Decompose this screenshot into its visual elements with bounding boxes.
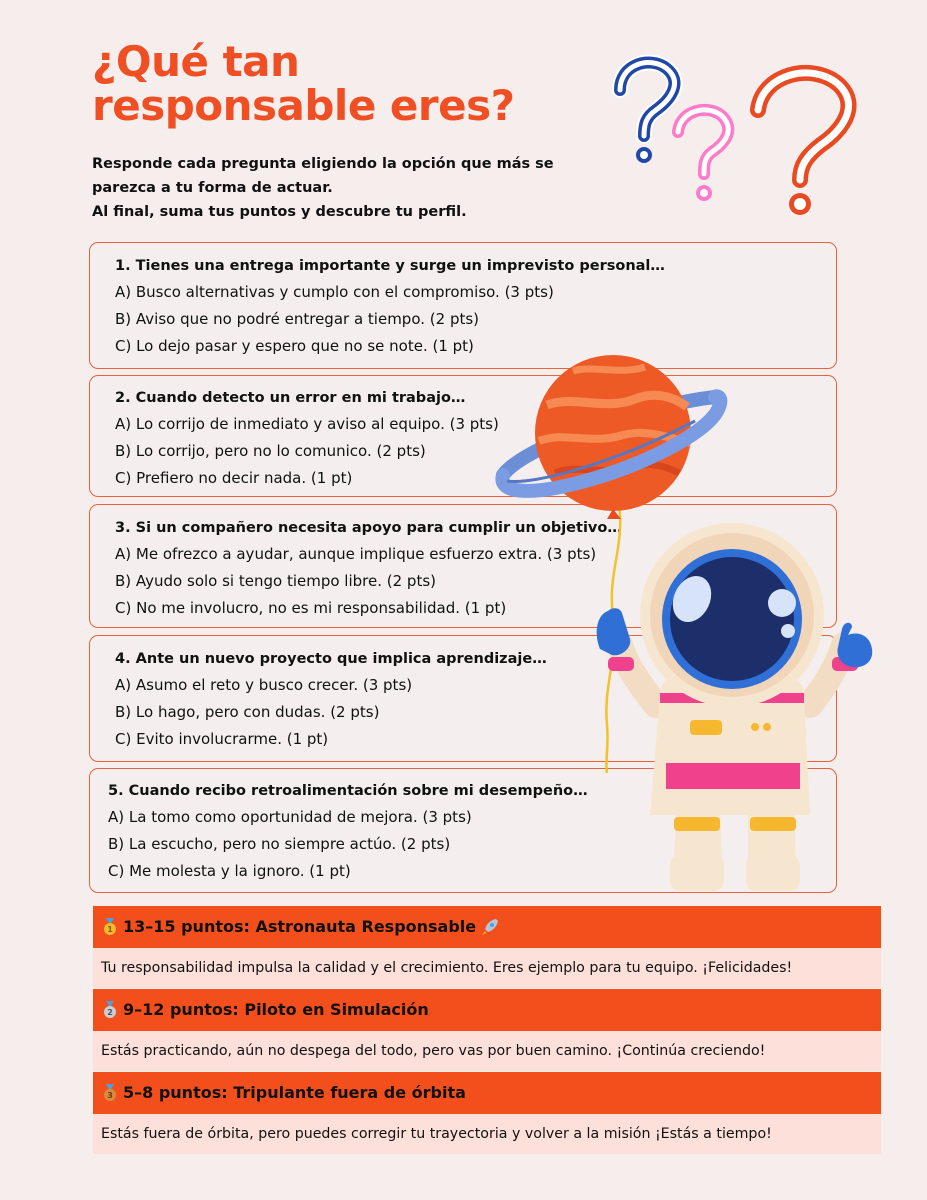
result-1-text: Tu responsabilidad impulsa la calidad y el crecimiento. Eres ejemplo para tu equipo. ¡Felicidades!	[93, 948, 881, 988]
question-4-option-a[interactable]: A) Asumo el reto y busco crecer. (3 pts)	[115, 676, 413, 694]
question-1-option-b[interactable]: B) Aviso que no podré entregar a tiempo. (2 pts)	[115, 310, 480, 328]
result-3-heading-row	[93, 1072, 881, 1114]
svg-text:2: 2	[107, 1008, 113, 1017]
page-title-line-1: ¿Qué tan	[92, 37, 300, 86]
question-3-option-a[interactable]: A) Me ofrezco a ayudar, aunque implique esfuerzo extra. (3 pts)	[115, 545, 597, 563]
question-5-option-c[interactable]: C) Me molesta y la ignoro. (1 pt)	[108, 862, 351, 880]
bronze-medal-icon	[101, 1084, 119, 1102]
result-band-2	[93, 989, 881, 1071]
silver-medal-icon	[101, 1001, 119, 1019]
result-1-heading-row	[93, 906, 881, 948]
intro-line-1: Responde cada pregunta eligiendo la opción que más se	[92, 156, 554, 172]
page-title-line-2: responsable eres?	[92, 81, 515, 130]
intro-text	[92, 152, 592, 224]
question-4-option-c[interactable]: C) Evito involucrarme. (1 pt)	[115, 730, 329, 748]
question-2-option-a[interactable]: A) Lo corrijo de inmediato y aviso al equipo. (3 pts)	[115, 415, 499, 433]
gold-medal-icon	[101, 918, 119, 936]
question-4-option-b[interactable]: B) Lo hago, pero con dudas. (2 pts)	[115, 703, 380, 721]
question-3-option-b[interactable]: B) Ayudo solo si tengo tiempo libre. (2 pts)	[115, 572, 436, 590]
question-3-title: 3. Si un compañero necesita apoyo para cumplir un objetivo…	[115, 520, 622, 536]
astronaut-illustration	[590, 515, 880, 895]
question-5-title: 5. Cuando recibo retroalimentación sobre mi desempeño…	[108, 783, 588, 799]
result-2-text: Estás practicando, aún no despega del todo, pero vas por buen camino. ¡Continúa creciendo!	[93, 1031, 881, 1071]
question-4-title: 4. Ante un nuevo proyecto que implica aprendizaje…	[115, 651, 547, 667]
question-1-option-a[interactable]: A) Busco alternativas y cumplo con el compromiso. (3 pts)	[115, 283, 554, 301]
question-2-title: 2. Cuando detecto un error en mi trabajo…	[115, 390, 466, 406]
result-band-3	[93, 1072, 881, 1154]
question-2-option-b[interactable]: B) Lo corrijo, pero no lo comunico. (2 pts)	[115, 442, 426, 460]
result-1-heading: 13–15 puntos: Astronauta Responsable	[123, 917, 477, 936]
result-2-heading-row	[93, 989, 881, 1031]
result-band-1	[93, 906, 881, 988]
result-3-text: Estás fuera de órbita, pero puedes corregir tu trayectoria y volver a la misión ¡Estás a tiempo!	[93, 1114, 881, 1154]
question-5-option-a[interactable]: A) La tomo como oportunidad de mejora. (3 pts)	[108, 808, 472, 826]
result-2-heading: 9–12 puntos: Piloto en Simulación	[123, 1000, 429, 1019]
question-5-option-b[interactable]: B) La escucho, pero no siempre actúo. (2 pts)	[108, 835, 451, 853]
result-3-heading: 5–8 puntos: Tripulante fuera de órbita	[123, 1083, 466, 1102]
rocket-icon	[480, 917, 500, 937]
svg-text:3: 3	[107, 1091, 113, 1100]
question-1-title: 1. Tienes una entrega importante y surge un imprevisto personal…	[115, 258, 665, 274]
question-2-option-c[interactable]: C) Prefiero no decir nada. (1 pt)	[115, 469, 353, 487]
svg-text:1: 1	[107, 925, 113, 934]
page-title	[92, 37, 515, 130]
intro-line-3: Al final, suma tus puntos y descubre tu perfil.	[92, 204, 467, 220]
question-marks-illustration	[600, 52, 870, 227]
question-1-option-c[interactable]: C) Lo dejo pasar y espero que no se note. (1 pt)	[115, 337, 474, 355]
question-3-option-c[interactable]: C) No me involucro, no es mi responsabilidad. (1 pt)	[115, 599, 507, 617]
intro-line-2: parezca a tu forma de actuar.	[92, 180, 333, 196]
